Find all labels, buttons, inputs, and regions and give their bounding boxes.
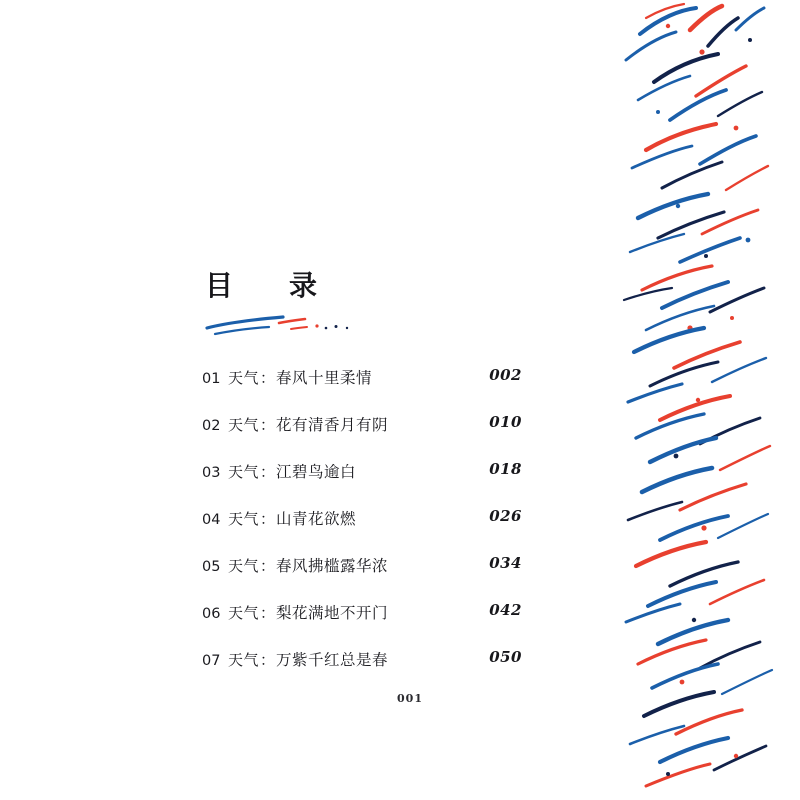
- brush-stroke-decoration: [550, 0, 800, 800]
- toc-entry[interactable]: [202, 413, 522, 460]
- toc-entry-number: 02: [202, 418, 221, 434]
- toc-entry-label: 天气: [228, 557, 260, 575]
- toc-entry-title: 山青花欲燃: [276, 510, 357, 528]
- toc-entry-title: 花有清香月有阴: [276, 416, 389, 434]
- page-folio-number: 001: [397, 692, 423, 705]
- toc-entry-number: 04: [202, 512, 221, 528]
- toc-entry-number: 05: [202, 559, 221, 575]
- toc-entry-separator: ：: [260, 416, 276, 434]
- toc-entry-label: 天气: [228, 369, 260, 387]
- toc-entry-number: 06: [202, 606, 221, 622]
- toc-entry-title: 万紫千红总是春: [276, 651, 389, 669]
- toc-entry-title: 春风拂槛露华浓: [276, 557, 389, 575]
- toc-entry-title: 江碧鸟逾白: [276, 463, 357, 481]
- toc-entry-label: 天气: [228, 604, 260, 622]
- page-title: 目 录: [205, 269, 332, 302]
- toc-entry-title: 春风十里柔情: [276, 369, 373, 387]
- toc-entry-page: 050: [489, 648, 522, 666]
- toc-entry[interactable]: [202, 554, 522, 601]
- page-title-block: [205, 269, 505, 342]
- toc-entry-number: 03: [202, 465, 221, 481]
- toc-entry-page: 010: [489, 413, 522, 431]
- toc-entry-separator: ：: [260, 510, 276, 528]
- toc-entry-page: 026: [489, 507, 522, 525]
- toc-entry-page: 018: [489, 460, 522, 478]
- toc-entry-label: 天气: [228, 463, 260, 481]
- toc-entry-title: 梨花满地不开门: [276, 604, 389, 622]
- toc-entry[interactable]: [202, 648, 522, 695]
- toc-entry[interactable]: [202, 366, 522, 413]
- toc-entry-label: 天气: [228, 416, 260, 434]
- toc-entry-page: 042: [489, 601, 522, 619]
- toc-entry[interactable]: [202, 460, 522, 507]
- toc-entry-separator: ：: [260, 463, 276, 481]
- toc-entry-label: 天气: [228, 651, 260, 669]
- toc-entry-separator: ：: [260, 369, 276, 387]
- toc-entry-label: 天气: [228, 510, 260, 528]
- toc-entry-number: 07: [202, 653, 221, 669]
- table-of-contents: [202, 366, 522, 695]
- toc-entry[interactable]: [202, 601, 522, 648]
- toc-entry-page: 034: [489, 554, 522, 572]
- toc-entry-separator: ：: [260, 557, 276, 575]
- title-underline-brush: [205, 308, 365, 338]
- toc-entry-separator: ：: [260, 604, 276, 622]
- toc-entry-page: 002: [489, 366, 522, 384]
- toc-entry-separator: ：: [260, 651, 276, 669]
- toc-entry-number: 01: [202, 371, 221, 387]
- toc-entry[interactable]: [202, 507, 522, 554]
